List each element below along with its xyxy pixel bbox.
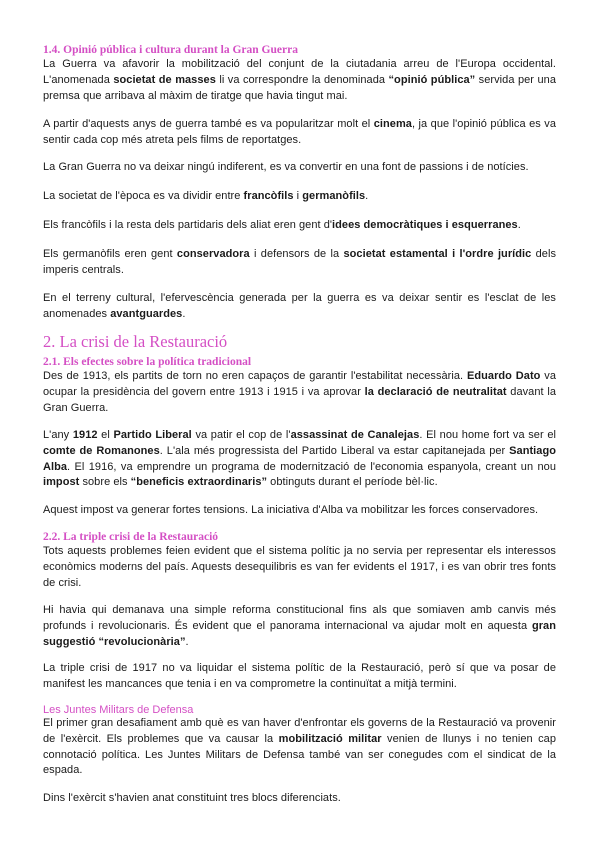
paragraph: Hi havia qui demanava una simple reforma constitucional fins als que somiaven amb canvis més profunds i revolucionaris. És evident que el panorama internacional va ajudar molt en aquesta gran suggestió “revolucionària”. <box>43 604 556 648</box>
paragraph: La Guerra va afavorir la mobilització del conjunt de la ciutadania arreu de l'Europa occidental. L'anomenada societat de masses li va correspondre la denominada “opinió pública” servida per una premsa que arribava al màxim de tiratge que havia tingut mai. <box>43 58 556 102</box>
paragraph: A partir d'aquests anys de guerra també es va popularitzar molt el cinema, ja que l'opinió pública es va sentir cada cop més atreta pels films de reportatges. <box>43 118 556 146</box>
paragraph: La Gran Guerra no va deixar ningú indiferent, es va convertir en una font de passions i de notícies. <box>43 161 529 173</box>
paragraph: Des de 1913, els partits de torn no eren capaços de garantir l'estabilitat necessària. Eduardo Dato va ocupar la presidència del govern entre 1913 i 1915 i va aprovar la declaració de neutralitat davant la Gran Guerra. <box>43 370 556 414</box>
paragraph: Dins l'exèrcit s'havien anat constituint tres blocs diferenciats. <box>43 792 341 804</box>
paragraph: Els germanòfils eren gent conservadora i defensors de la societat estamental i l'ordre jurídic dels imperis centrals. <box>43 248 557 276</box>
paragraph: Aquest impost va generar fortes tensions. La iniciativa d'Alba va mobilitzar les forces conservadores. <box>43 504 539 516</box>
paragraph: En el terreny cultural, l'efervescència generada per la guerra es va deixar sentir es l'esclat de les anomenades avantguardes. <box>43 292 556 320</box>
section-heading-1-4: 1.4. Opinió pública i cultura durant la Gran Guerra <box>43 44 298 56</box>
paragraph: Tots aquests problemes feien evident que el sistema polític ja no servia per representar els interessos econòmics moderns del país. Aquests desequilibris es van fer evidents el 1917, i es van obrir tres fonts de crisi. <box>43 545 556 589</box>
paragraph: L'any 1912 el Partido Liberal va patir el cop de l'assassinat de Canalejas. El nou home fort va ser el comte de Romanones. L'ala més progressista del Partido Liberal va estar capitanejada per Santiago Alba. El 1916, va emprendre un programa de modernització de l'economia espanyola, creant un nou impost sobre els “beneficis extraordinaris” obtinguts durant el període bèl·lic. <box>43 429 556 489</box>
paragraph: Els francòfils i la resta dels partidaris dels aliat eren gent d'idees democràtiques i esquerranes. <box>43 219 521 231</box>
paragraph: El primer gran desafiament amb què es van haver d'enfrontar els governs de la Restauració va provenir de l'exèrcit. Els problemes que va causar la mobilització militar venien de llunys i no tenien cap connotació política. Les Juntes Militars de Defensa també van ser conegudes com el sindicat de la espada. <box>43 717 556 777</box>
section-heading-2-1: 2.1. Els efectes sobre la política tradicional <box>43 356 252 368</box>
paragraph: La triple crisi de 1917 no va liquidar el sistema polític de la Restauració, però sí que va posar de manifest les mancances que tenia i en va comprometre la continuïtat a mitjà termini. <box>43 662 556 690</box>
subsection-heading-juntes: Les Juntes Militars de Defensa <box>43 704 194 716</box>
section-heading-2-2: 2.2. La triple crisi de la Restauració <box>43 531 219 543</box>
paragraph: La societat de l'època es va dividir entre francòfils i germanòfils. <box>43 190 369 202</box>
section-heading-2: 2. La crisi de la Restauració <box>43 332 228 351</box>
